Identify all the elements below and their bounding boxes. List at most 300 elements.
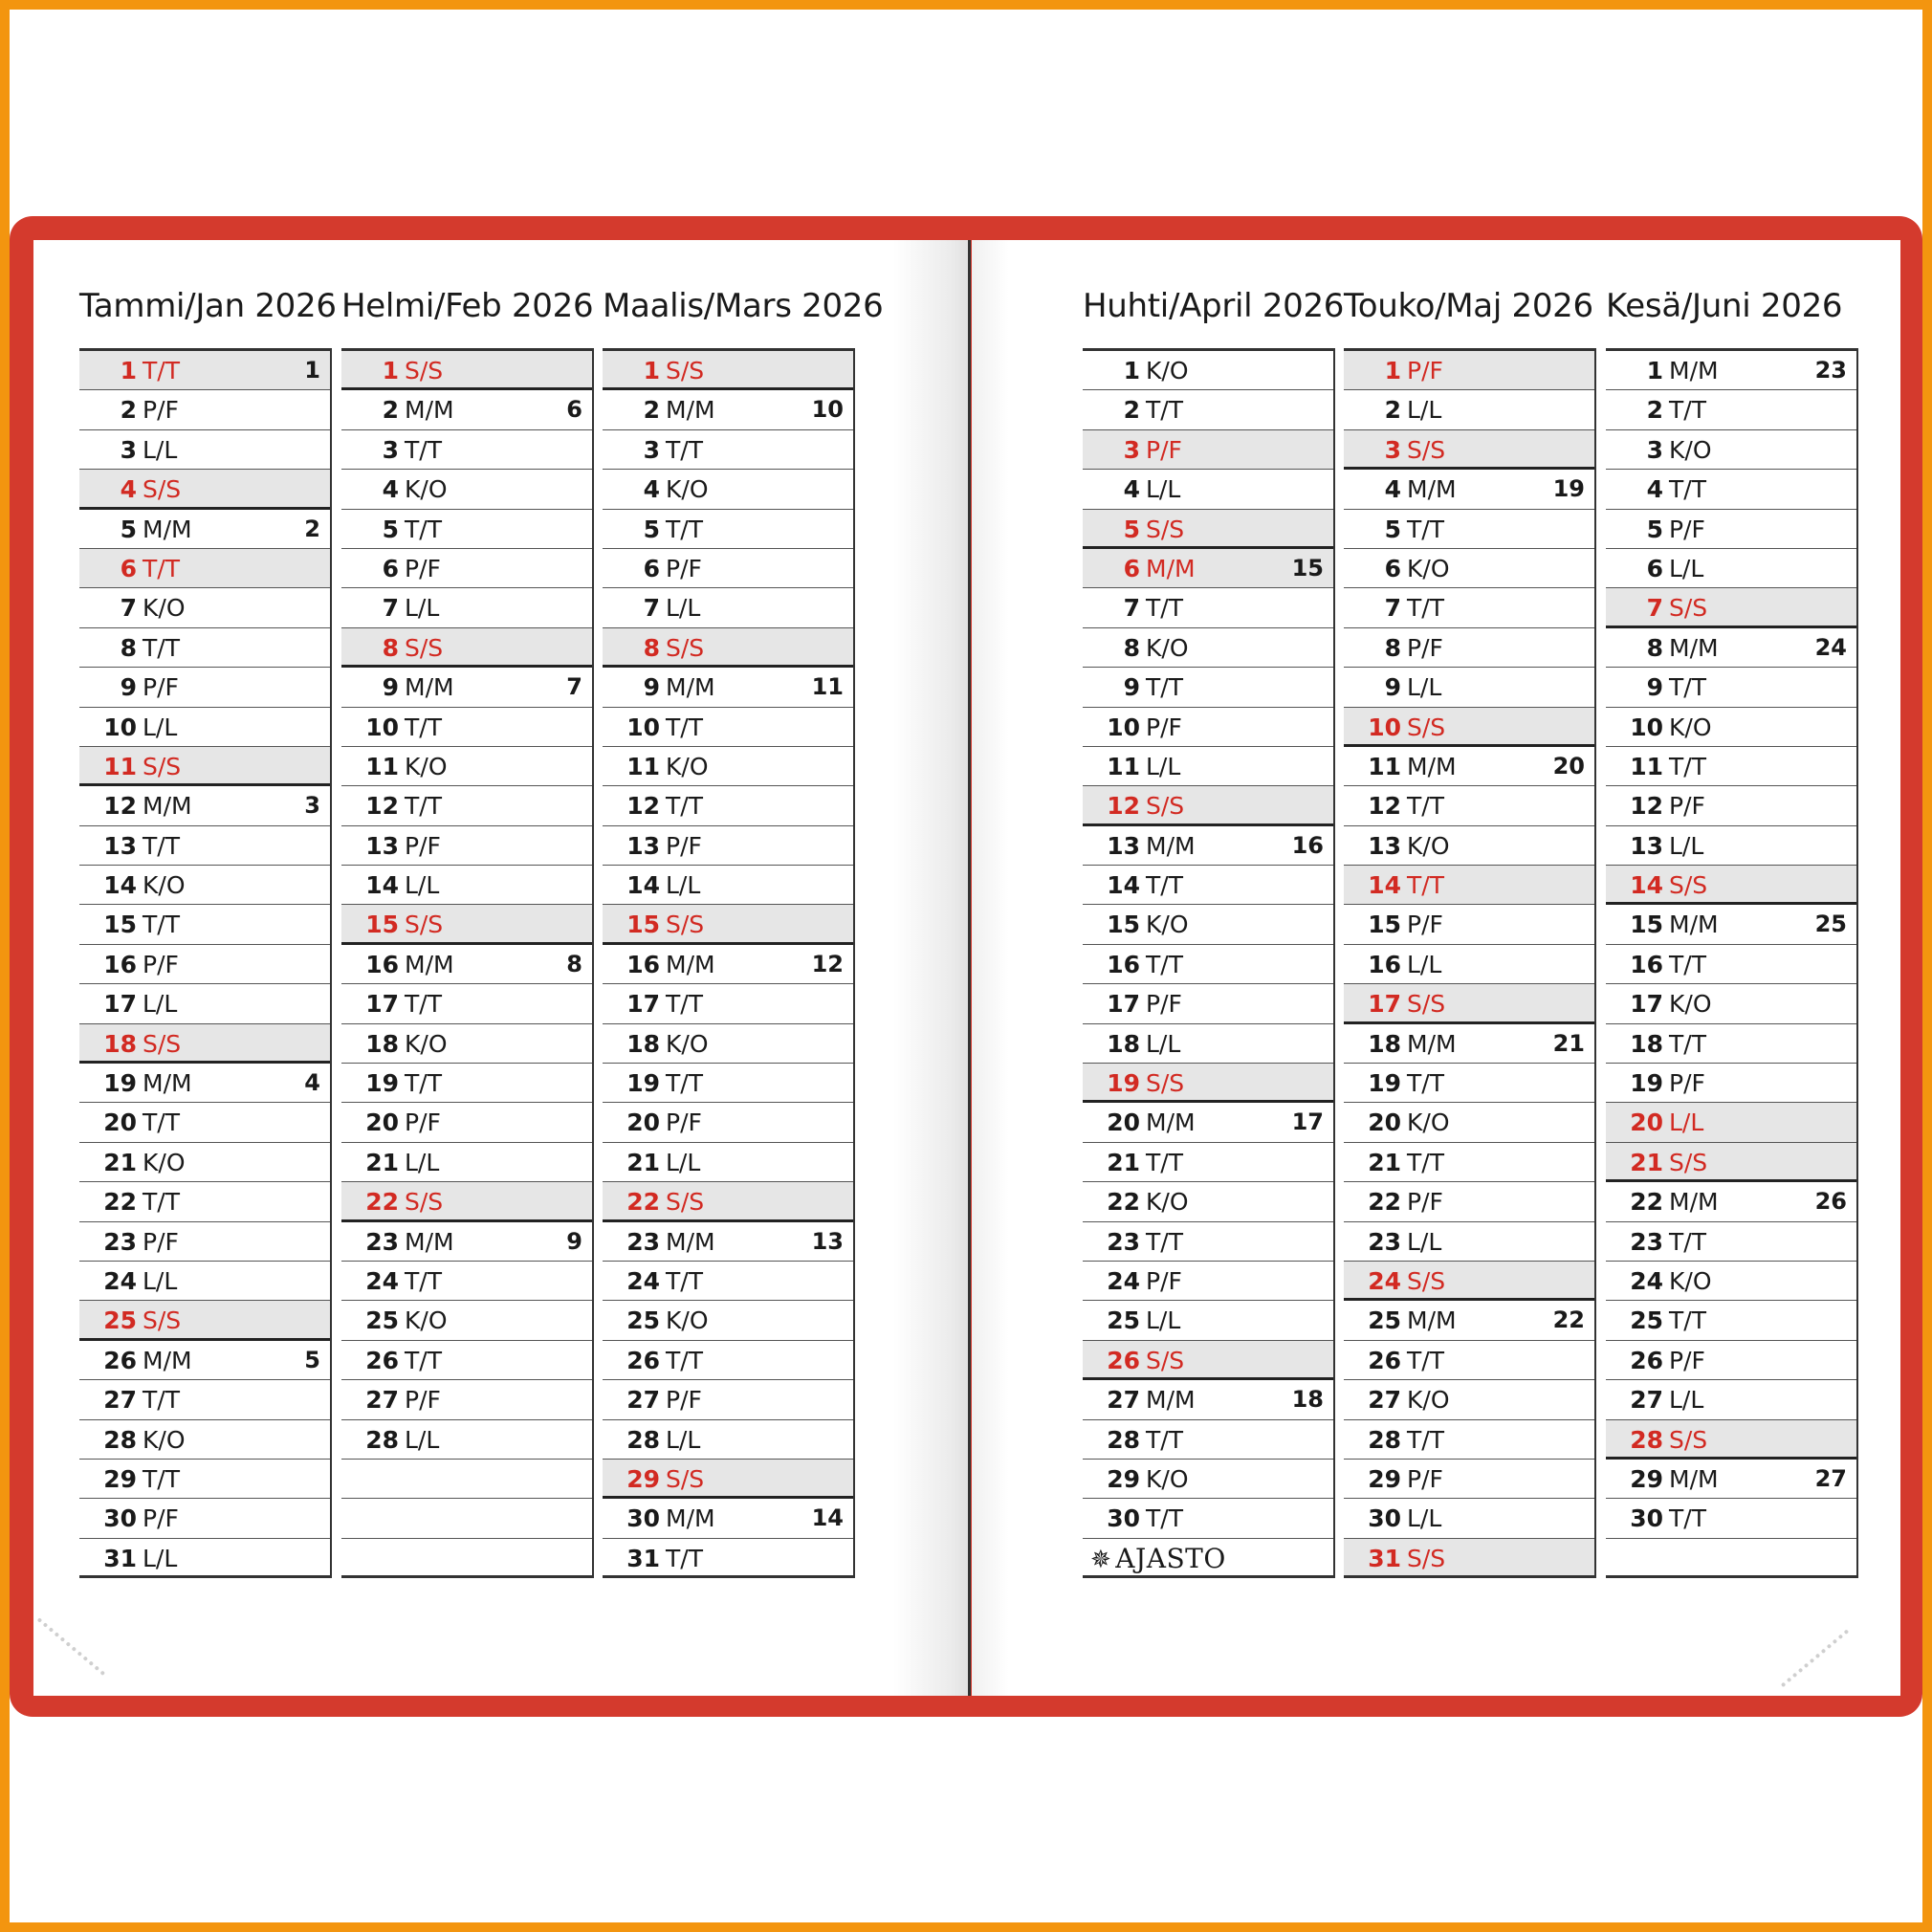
day-number: 22 (1107, 1188, 1140, 1217)
day-number: 8 (1646, 633, 1663, 662)
day-number: 22 (626, 1188, 660, 1217)
day-row (1606, 351, 1856, 390)
day-number: 4 (120, 475, 137, 504)
day-number: 5 (382, 515, 399, 543)
day-number: 4 (382, 475, 399, 504)
weekday-label: P/F (143, 950, 179, 978)
day-row (1606, 1143, 1856, 1182)
day-row (603, 1301, 853, 1340)
day-number: 23 (365, 1227, 399, 1256)
day-row (1083, 1499, 1333, 1538)
weekday-label: T/T (1146, 950, 1183, 978)
weekday-label: P/F (1669, 792, 1705, 821)
day-number: 18 (365, 1029, 399, 1058)
day-number: 25 (1368, 1306, 1401, 1335)
day-row (1083, 510, 1333, 549)
day-number: 11 (1368, 752, 1401, 780)
day-number: 10 (365, 713, 399, 741)
day-row (1606, 747, 1856, 786)
weekday-label: T/T (1669, 752, 1706, 780)
week-number: 10 (811, 396, 844, 424)
day-number: 27 (626, 1386, 660, 1415)
week-number: 21 (1552, 1029, 1585, 1057)
day-row (603, 786, 853, 825)
weekday-label: K/O (143, 594, 186, 623)
weekday-label: K/O (1407, 831, 1450, 860)
weekday-label: L/L (405, 871, 440, 900)
weekday-label: T/T (143, 633, 180, 662)
day-number: 20 (1107, 1109, 1140, 1137)
day-number: 26 (103, 1346, 137, 1374)
weekday-label: S/S (1146, 1346, 1185, 1374)
day-number: 24 (103, 1266, 137, 1295)
day-number: 19 (1630, 1069, 1663, 1098)
day-row (1344, 1539, 1594, 1578)
day-row (1083, 1262, 1333, 1301)
weekday-label: P/F (666, 1386, 702, 1415)
ajasto-logo (1090, 1543, 1226, 1574)
weekday-label: P/F (143, 1227, 179, 1256)
week-number: 7 (566, 673, 582, 701)
day-row (603, 708, 853, 747)
day-row (341, 1262, 592, 1301)
day-row (79, 866, 330, 905)
day-number: 16 (626, 950, 660, 978)
day-row (603, 1420, 853, 1460)
weekday-label: K/O (143, 1425, 186, 1454)
day-grid (79, 348, 332, 1578)
weekday-label: M/M (1407, 1029, 1457, 1058)
day-row (1083, 668, 1333, 707)
weekday-label: K/O (1669, 990, 1712, 1019)
weekday-label: M/M (666, 1504, 715, 1533)
weekday-label: L/L (143, 435, 178, 464)
day-number: 1 (120, 357, 137, 384)
weekday-label: P/F (1146, 435, 1182, 464)
day-row (1083, 1420, 1333, 1460)
day-number: 9 (1384, 673, 1401, 702)
day-number: 2 (1646, 396, 1663, 425)
weekday-label: T/T (666, 1266, 703, 1295)
day-number: 29 (103, 1464, 137, 1493)
day-row (603, 1262, 853, 1301)
weekday-label: P/F (666, 554, 702, 582)
day-row (1083, 390, 1333, 429)
day-row (1606, 786, 1856, 825)
day-number: 12 (365, 792, 399, 821)
weekday-label: L/L (143, 1544, 178, 1572)
day-row (341, 510, 592, 549)
day-row (1606, 1182, 1856, 1221)
day-number: 20 (1368, 1109, 1401, 1137)
day-row (341, 1024, 592, 1064)
weekday-label: L/L (405, 594, 440, 623)
day-row (1083, 588, 1333, 627)
weekday-label: T/T (143, 1188, 180, 1217)
day-number: 30 (1630, 1504, 1663, 1533)
weekday-label: M/M (143, 515, 192, 543)
day-number: 6 (643, 554, 660, 582)
day-number: 6 (1123, 554, 1140, 582)
day-row (1606, 1064, 1856, 1103)
day-row (603, 945, 853, 984)
weekday-label: M/M (666, 396, 715, 425)
weekday-label: L/L (1669, 831, 1704, 860)
day-row (79, 1103, 330, 1142)
weekday-label: P/F (143, 396, 179, 425)
weekday-label: T/T (1407, 871, 1444, 900)
day-row (341, 351, 592, 390)
day-number: 3 (1384, 435, 1401, 464)
day-row (1083, 1539, 1333, 1578)
weekday-label: T/T (405, 713, 442, 741)
day-row (603, 1024, 853, 1064)
day-number: 1 (643, 357, 660, 384)
day-number: 9 (120, 673, 137, 702)
day-row (1606, 708, 1856, 747)
weekday-label: P/F (1146, 713, 1182, 741)
weekday-label: T/T (1669, 950, 1706, 978)
day-number: 10 (1107, 713, 1140, 741)
day-row (1083, 826, 1333, 866)
day-number: 30 (103, 1504, 137, 1533)
day-number: 28 (1630, 1425, 1663, 1454)
day-number: 9 (1646, 673, 1663, 702)
weekday-label: P/F (143, 673, 179, 702)
weekday-label: T/T (666, 1544, 703, 1572)
day-number: 3 (1646, 435, 1663, 464)
day-row (1344, 1460, 1594, 1499)
day-row (79, 351, 330, 390)
day-number: 2 (1384, 396, 1401, 425)
day-row (1606, 510, 1856, 549)
weekday-label: P/F (143, 1504, 179, 1533)
day-number: 28 (1107, 1425, 1140, 1454)
day-number: 6 (1646, 554, 1663, 582)
month-title: Touko/Maj 2026 (1344, 287, 1593, 325)
day-row (603, 1460, 853, 1499)
day-number: 16 (365, 950, 399, 978)
day-row (1344, 628, 1594, 668)
weekday-label: S/S (405, 1188, 444, 1217)
day-row (1344, 1143, 1594, 1182)
weekday-label: T/T (1669, 475, 1706, 504)
weekday-label: M/M (666, 950, 715, 978)
day-number: 17 (365, 990, 399, 1019)
weekday-label: M/M (405, 1227, 454, 1256)
day-number: 23 (103, 1227, 137, 1256)
day-row (341, 628, 592, 668)
day-row (1083, 866, 1333, 905)
day-number: 19 (365, 1069, 399, 1098)
day-number: 23 (1630, 1227, 1663, 1256)
weekday-label: S/S (1407, 1544, 1446, 1572)
week-number: 8 (566, 950, 582, 977)
weekday-label: T/T (143, 1464, 180, 1493)
weekday-label: T/T (143, 1386, 180, 1415)
week-number: 16 (1291, 831, 1324, 859)
day-row (79, 905, 330, 944)
weekday-label: T/T (1669, 1306, 1706, 1335)
day-number: 13 (365, 831, 399, 860)
day-row (1083, 984, 1333, 1023)
weekday-label: L/L (666, 594, 701, 623)
day-row (603, 1143, 853, 1182)
day-number: 11 (365, 752, 399, 780)
day-number: 16 (1630, 950, 1663, 978)
weekday-label: P/F (1669, 1069, 1705, 1098)
week-number: 20 (1552, 752, 1585, 779)
weekday-label: T/T (143, 1109, 180, 1137)
day-number: 10 (1630, 713, 1663, 741)
week-number: 17 (1291, 1109, 1324, 1136)
day-number: 23 (626, 1227, 660, 1256)
day-number: 21 (626, 1148, 660, 1176)
day-row (1606, 1103, 1856, 1142)
day-row (79, 470, 330, 509)
day-row (341, 390, 592, 429)
day-row (1344, 1064, 1594, 1103)
weekday-label: K/O (405, 1306, 448, 1335)
day-grid (603, 348, 855, 1578)
weekday-label: T/T (1146, 594, 1183, 623)
weekday-label: P/F (405, 831, 441, 860)
day-row (1606, 1420, 1856, 1460)
day-row (1083, 430, 1333, 470)
day-number: 25 (626, 1306, 660, 1335)
weekday-label: M/M (1146, 554, 1196, 582)
day-number: 12 (103, 792, 137, 821)
day-number: 6 (382, 554, 399, 582)
day-row (1083, 1460, 1333, 1499)
day-row (1083, 1143, 1333, 1182)
day-number: 5 (1646, 515, 1663, 543)
day-number: 18 (103, 1029, 137, 1058)
day-number: 7 (643, 594, 660, 623)
weekday-label: S/S (1146, 792, 1185, 821)
weekday-label: S/S (1407, 990, 1446, 1019)
weekday-label: T/T (405, 1266, 442, 1295)
day-row (1606, 668, 1856, 707)
day-row (1344, 866, 1594, 905)
weekday-label: L/L (666, 1148, 701, 1176)
week-number: 14 (811, 1504, 844, 1532)
weekday-label: S/S (143, 1306, 182, 1335)
day-number: 27 (1630, 1386, 1663, 1415)
weekday-label: S/S (143, 1029, 182, 1058)
weekday-label: K/O (405, 752, 448, 780)
weekday-label: T/T (143, 831, 180, 860)
weekday-label: T/T (1407, 1148, 1444, 1176)
weekday-label: L/L (1669, 1109, 1704, 1137)
day-row (603, 866, 853, 905)
weekday-label: L/L (1407, 1504, 1442, 1533)
weekday-label: T/T (405, 515, 442, 543)
day-row (1344, 470, 1594, 509)
day-number: 4 (1384, 475, 1401, 504)
weekday-label: T/T (1146, 871, 1183, 900)
day-number: 26 (1107, 1346, 1140, 1374)
day-number: 11 (103, 752, 137, 780)
day-row (1606, 390, 1856, 429)
week-number: 26 (1814, 1188, 1847, 1216)
day-number: 22 (1368, 1188, 1401, 1217)
day-row (341, 549, 592, 588)
weekday-label: T/T (1407, 1069, 1444, 1098)
day-number: 15 (365, 911, 399, 939)
month-title: Maalis/Mars 2026 (603, 287, 884, 325)
day-row (1083, 628, 1333, 668)
weekday-label: T/T (1669, 1227, 1706, 1256)
month-title: Kesä/Juni 2026 (1606, 287, 1843, 325)
day-row (79, 1380, 330, 1419)
day-number: 3 (643, 435, 660, 464)
day-row (79, 1024, 330, 1064)
day-row (1083, 1103, 1333, 1142)
day-number: 17 (626, 990, 660, 1019)
weekday-label: T/T (666, 792, 703, 821)
day-row (1606, 588, 1856, 627)
day-number: 27 (103, 1386, 137, 1415)
day-number: 14 (365, 871, 399, 900)
weekday-label: T/T (405, 1346, 442, 1374)
weekday-label: L/L (1669, 1386, 1704, 1415)
weekday-label: K/O (666, 752, 709, 780)
day-row (1083, 1064, 1333, 1103)
week-number: 1 (304, 357, 320, 384)
weekday-label: M/M (666, 1227, 715, 1256)
weekday-label: S/S (143, 475, 182, 504)
day-row (1606, 945, 1856, 984)
day-number: 21 (1107, 1148, 1140, 1176)
weekday-label: P/F (1669, 515, 1705, 543)
day-row (603, 1222, 853, 1262)
day-number: 2 (382, 396, 399, 425)
day-number: 3 (120, 435, 137, 464)
day-row (79, 1064, 330, 1103)
day-row (1083, 905, 1333, 944)
day-number: 2 (1123, 396, 1140, 425)
day-row (603, 1499, 853, 1538)
day-number: 25 (1107, 1306, 1140, 1335)
day-row (341, 1380, 592, 1419)
weekday-label: L/L (405, 1425, 440, 1454)
weekday-label: S/S (1669, 594, 1708, 623)
day-row (79, 1499, 330, 1538)
day-row (1344, 1301, 1594, 1340)
day-row (1606, 1024, 1856, 1064)
weekday-label: M/M (1669, 357, 1719, 384)
weekday-label: T/T (1146, 1148, 1183, 1176)
weekday-label: K/O (1407, 1109, 1450, 1137)
day-row (603, 826, 853, 866)
weekday-label: M/M (405, 673, 454, 702)
day-number: 13 (1368, 831, 1401, 860)
weekday-label: S/S (666, 1188, 705, 1217)
weekday-label: M/M (1669, 633, 1719, 662)
day-number: 28 (365, 1425, 399, 1454)
weekday-label: T/T (143, 357, 180, 384)
day-number: 24 (365, 1266, 399, 1295)
day-number: 16 (1107, 950, 1140, 978)
day-number: 8 (1123, 633, 1140, 662)
weekday-label: T/T (1146, 396, 1183, 425)
weekday-label: P/F (405, 1386, 441, 1415)
day-number: 5 (120, 515, 137, 543)
day-number: 21 (1630, 1148, 1663, 1176)
weekday-label: S/S (666, 357, 705, 384)
weekday-label: M/M (143, 1069, 192, 1098)
day-number: 28 (626, 1425, 660, 1454)
day-number: 13 (103, 831, 137, 860)
weekday-label: T/T (1669, 673, 1706, 702)
day-row (1606, 628, 1856, 668)
day-number: 9 (1123, 673, 1140, 702)
day-row (1083, 747, 1333, 786)
weekday-label: S/S (405, 633, 444, 662)
day-number: 7 (1646, 594, 1663, 623)
day-row (341, 1143, 592, 1182)
weekday-label: K/O (1669, 435, 1712, 464)
weekday-label: P/F (1407, 633, 1443, 662)
weekday-label: P/F (666, 1109, 702, 1137)
weekday-label: P/F (1407, 1464, 1443, 1493)
day-number: 2 (120, 396, 137, 425)
weekday-label: S/S (1146, 1069, 1185, 1098)
day-number: 29 (1368, 1464, 1401, 1493)
weekday-label: K/O (1146, 633, 1189, 662)
day-number: 23 (1368, 1227, 1401, 1256)
weekday-label: T/T (666, 990, 703, 1019)
day-row (1606, 1301, 1856, 1340)
day-number: 1 (1384, 357, 1401, 384)
day-row (603, 747, 853, 786)
day-number: 27 (1107, 1386, 1140, 1415)
day-number: 20 (1630, 1109, 1663, 1137)
day-row (79, 430, 330, 470)
day-row (603, 549, 853, 588)
day-row (603, 628, 853, 668)
day-number: 31 (1368, 1544, 1401, 1572)
weekday-label: K/O (1669, 713, 1712, 741)
weekday-label: M/M (666, 673, 715, 702)
day-row (1606, 905, 1856, 944)
day-number: 16 (1368, 950, 1401, 978)
day-row (341, 1222, 592, 1262)
weekday-label: T/T (666, 1069, 703, 1098)
day-row (1344, 786, 1594, 825)
day-number: 12 (1107, 792, 1140, 821)
weekday-label: L/L (1146, 475, 1181, 504)
weekday-label: S/S (405, 357, 444, 384)
weekday-label: M/M (143, 792, 192, 821)
day-number: 30 (626, 1504, 660, 1533)
weekday-label: L/L (1407, 950, 1442, 978)
weekday-label: T/T (1146, 1504, 1183, 1533)
day-row (79, 1222, 330, 1262)
weekday-label: T/T (1146, 1425, 1183, 1454)
day-number: 26 (626, 1346, 660, 1374)
day-number: 14 (1368, 871, 1401, 900)
weekday-label: T/T (143, 911, 180, 939)
day-number: 27 (1368, 1386, 1401, 1415)
weekday-label: S/S (405, 911, 444, 939)
day-row (1344, 588, 1594, 627)
day-number: 21 (1368, 1148, 1401, 1176)
day-number: 18 (1630, 1029, 1663, 1058)
day-number: 1 (382, 357, 399, 384)
weekday-label: L/L (1146, 1029, 1181, 1058)
